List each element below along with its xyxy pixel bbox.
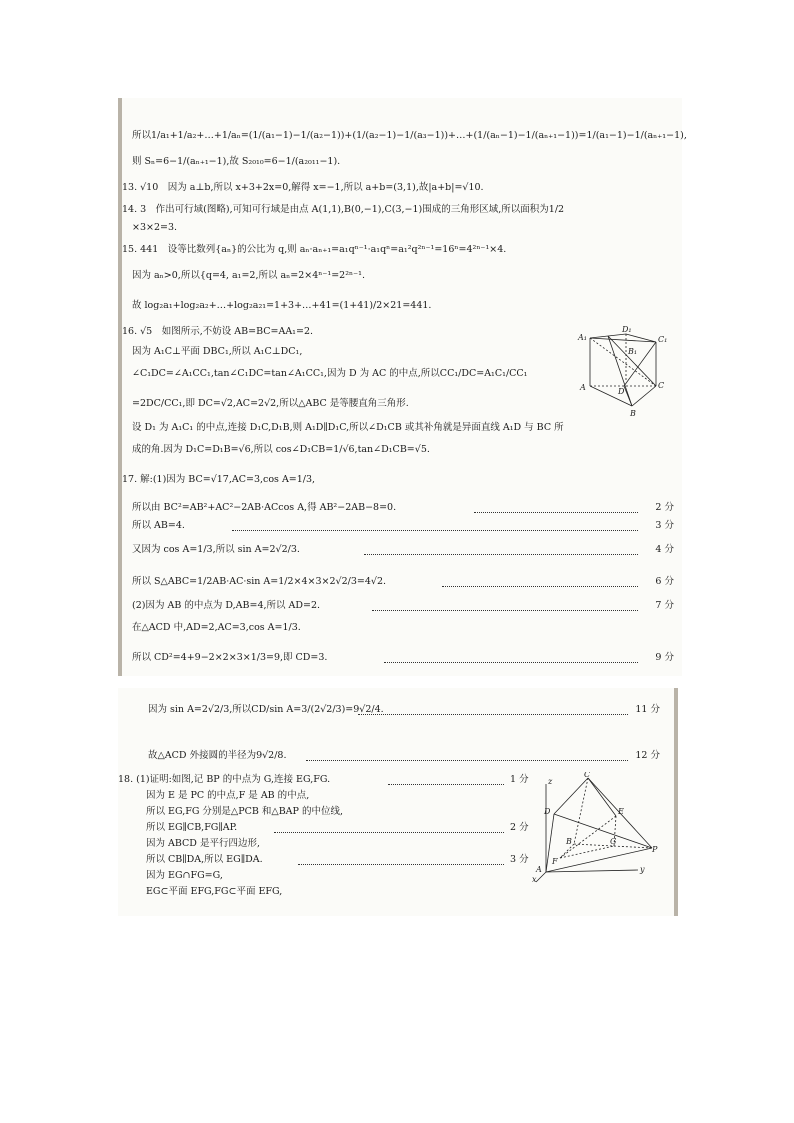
fig-label: P bbox=[652, 845, 658, 854]
dot-leader bbox=[372, 610, 638, 611]
scan-page-bottom bbox=[118, 688, 678, 916]
text-line: EG⊂平面 EFG,FG⊂平面 EFG, bbox=[146, 886, 283, 897]
fig-label: y bbox=[640, 865, 645, 874]
text-line: 因为 A₁C⊥平面 DBC₁,所以 A₁C⊥DC₁, bbox=[132, 346, 303, 357]
text-line: 所以由 BC²=AB²+AC²−2AB·ACcos A,得 AB²−2AB−8=0. bbox=[132, 502, 397, 513]
score-points: 4 分 bbox=[655, 544, 674, 555]
text-line: 成的角.因为 D₁C=D₁B=√6,所以 cos∠D₁CB=1/√6,tan∠D₁CB=√5. bbox=[132, 444, 430, 455]
text-line: 15. 441 设等比数列{aₙ}的公比为 q,则 aₙ·aₙ₊₁=a₁qⁿ⁻¹·a₁qⁿ=a₁²q²ⁿ⁻¹=16ⁿ=4²ⁿ⁻¹×4. bbox=[122, 244, 507, 255]
fig-label: B₁ bbox=[628, 347, 638, 356]
dot-leader bbox=[364, 554, 638, 555]
dot-leader bbox=[274, 832, 504, 833]
fig-label: A bbox=[580, 383, 586, 392]
text-line: 所以1/a₁+1/a₂+…+1/aₙ=(1/(a₁−1)−1/(a₂−1))+(1/(a₂−1)−1/(a₃−1))+…+(1/(aₙ−1)−1/(aₙ₊₁−1))=1/(a₁−1)−1/(aₙ₊₁−1), bbox=[132, 130, 687, 141]
fig-label: C₁ bbox=[658, 335, 668, 344]
text-line: 所以 EG∥CB,FG∥AP. bbox=[146, 822, 238, 833]
fig-label: G bbox=[610, 837, 617, 846]
dot-leader bbox=[388, 784, 504, 785]
text-line: 又因为 cos A=1/3,所以 sin A=2√2/3. bbox=[132, 544, 300, 555]
dot-leader bbox=[298, 864, 504, 865]
fig-label: C bbox=[658, 381, 665, 390]
scan-page-top bbox=[118, 98, 687, 676]
text-line: 16. √5 如图所示,不妨设 AB=BC=AA₁=2. bbox=[122, 326, 314, 337]
prism-figure bbox=[574, 324, 674, 420]
dot-leader bbox=[232, 530, 638, 531]
fig-label: z bbox=[548, 777, 553, 786]
text-line: 所以 EG,FG 分别是△PCB 和△BAP 的中位线, bbox=[146, 806, 343, 817]
text-line: 14. 3 作出可行域(图略),可知可行域是由点 A(1,1),B(0,−1),C(3,−1)围成的三角形区域,所以面积为1/2 bbox=[122, 204, 565, 215]
dot-leader bbox=[474, 512, 638, 513]
text-line: 所以 CD²=4+9−2×2×3×1/3=9,即 CD=3. bbox=[132, 652, 328, 663]
fig-label: E bbox=[618, 807, 624, 816]
text-line: 所以 CB∥DA,所以 EG∥DA. bbox=[146, 854, 263, 865]
score-points: 3 分 bbox=[655, 520, 674, 531]
text-line: 设 D₁ 为 A₁C₁ 的中点,连接 D₁C,D₁B,则 A₁D∥D₁C,所以∠D₁CB 或其补角就是异面直线 A₁D 与 BC 所 bbox=[132, 422, 564, 433]
text-line: ∠C₁DC=∠A₁CC₁,tan∠C₁DC=tan∠A₁CC₁,因为 D 为 AC 的中点,所以CC₁/DC=A₁C₁/CC₁ bbox=[132, 368, 528, 379]
text-line: 所以 AB=4. bbox=[132, 520, 185, 531]
text-line: 因为 aₙ>0,所以{q=4, a₁=2,所以 aₙ=2×4ⁿ⁻¹=2²ⁿ⁻¹. bbox=[132, 270, 365, 281]
score-points: 9 分 bbox=[655, 652, 674, 663]
text-line: 因为 E 是 PC 的中点,F 是 AB 的中点, bbox=[146, 790, 310, 801]
score-points: 1 分 bbox=[510, 774, 529, 785]
fig-label: A bbox=[536, 865, 542, 874]
text-line: 13. √10 因为 a⊥b,所以 x+3+2x=0,解得 x=−1,所以 a+b=(3,1),故|a+b|=√10. bbox=[122, 182, 484, 193]
score-points: 3 分 bbox=[510, 854, 529, 865]
text-line: 故 log₂a₁+log₂a₂+…+log₂a₂₁=1+3+…+41=(1+41)/2×21=441. bbox=[132, 300, 432, 311]
score-points: 11 分 bbox=[635, 704, 660, 715]
score-points: 2 分 bbox=[655, 502, 674, 513]
dot-leader bbox=[306, 760, 628, 761]
score-points: 2 分 bbox=[510, 822, 529, 833]
text-line: 因为 ABCD 是平行四边形, bbox=[146, 838, 260, 849]
text-line: 在△ACD 中,AD=2,AC=3,cos A=1/3. bbox=[132, 622, 301, 633]
dot-leader bbox=[442, 586, 638, 587]
dot-leader bbox=[358, 714, 628, 715]
score-points: 6 分 bbox=[655, 576, 674, 587]
pyramid-figure bbox=[530, 772, 660, 884]
text-line: ×3×2=3. bbox=[132, 222, 178, 233]
text-line: 因为 sin A=2√2/3,所以CD/sin A=3/(2√2/3)=9√2/4. bbox=[148, 704, 384, 715]
score-points: 7 分 bbox=[655, 600, 674, 611]
text-line: 因为 EG∩FG=G, bbox=[146, 870, 223, 881]
text-line: 18. (1)证明:如图,记 BP 的中点为 G,连接 EG,FG. bbox=[118, 774, 331, 785]
fig-label: C bbox=[584, 772, 591, 779]
fig-label: B bbox=[566, 837, 572, 846]
fig-label: D₁ bbox=[622, 325, 632, 334]
fig-label: D bbox=[544, 807, 551, 816]
score-points: 12 分 bbox=[635, 750, 660, 761]
text-line: 故△ACD 外接圆的半径为9√2/8. bbox=[148, 750, 287, 761]
text-line: (2)因为 AB 的中点为 D,AB=4,所以 AD=2. bbox=[132, 600, 321, 611]
text-line: 所以 S△ABC=1/2AB·AC·sin A=1/2×4×3×2√2/3=4√2. bbox=[132, 576, 387, 587]
fig-label: B bbox=[630, 409, 636, 418]
fig-label: D bbox=[618, 387, 625, 396]
text-line: 则 Sₙ=6−1/(aₙ₊₁−1),故 S₂₀₁₀=6−1/(a₂₀₁₁−1). bbox=[132, 156, 341, 167]
text-line: 17. 解:(1)因为 BC=√17,AC=3,cos A=1/3, bbox=[122, 474, 316, 485]
fig-label: x bbox=[532, 875, 537, 884]
fig-label: A₁ bbox=[578, 333, 587, 342]
dot-leader bbox=[384, 662, 638, 663]
fig-label: F bbox=[552, 857, 558, 866]
text-line: =2DC/CC₁,即 DC=√2,AC=2√2,所以△ABC 是等腰直角三角形. bbox=[132, 398, 409, 409]
